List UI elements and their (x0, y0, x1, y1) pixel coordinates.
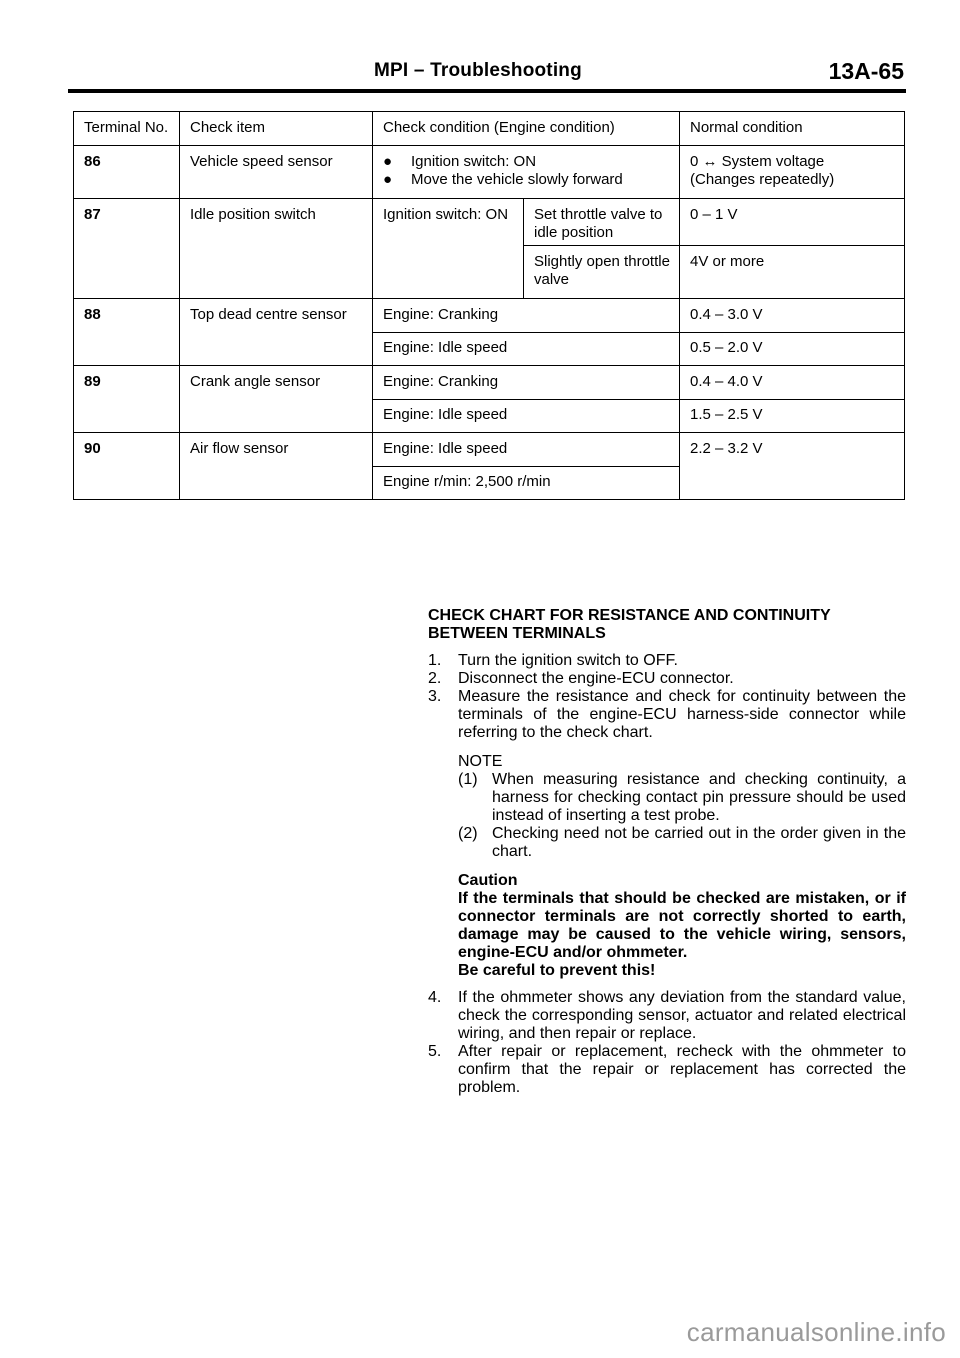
terminal-number: 89 (74, 366, 180, 433)
header-divider (68, 89, 906, 93)
table-row (74, 433, 905, 467)
check-item: Top dead centre sensor (180, 299, 373, 366)
step-text: Disconnect the engine-ECU connector. (458, 670, 734, 687)
list-item (458, 771, 906, 825)
normal-value: 0.5 – 2.0 V (680, 333, 905, 366)
condition-text: Ignition switch: ON (411, 153, 537, 170)
list-item (383, 171, 671, 189)
step-text: After repair or replacement, recheck with the ohmmeter to confirm that the repair or replacement has corrected the problem. (458, 1043, 906, 1096)
caution-text: If the terminals that should be checked are mistaken, or if connector terminals are not correctly shorted to earth, damage may be caused to the vehicle wiring, sensors, engine-ECU and/or ohmmeter. (458, 890, 906, 961)
terminal-number: 88 (74, 299, 180, 366)
check-item: Crank angle sensor (180, 366, 373, 433)
step-number: 5. (428, 1043, 442, 1060)
site-watermark: carmanualsonline.info (686, 1317, 946, 1347)
normal-value: 0.4 – 3.0 V (680, 299, 905, 333)
note-title: NOTE (458, 753, 503, 770)
normal-value: 0 – 1 V (680, 199, 905, 246)
step-number: 4. (428, 989, 442, 1006)
bullet-dot-icon: ● (383, 171, 393, 188)
check-item: Air flow sensor (180, 433, 373, 500)
caution-final: Be careful to prevent this! (458, 962, 656, 979)
normal-value: 1.5 – 2.5 V (680, 400, 905, 433)
check-condition (373, 146, 680, 199)
terminal-number: 87 (74, 199, 180, 299)
list-item (428, 670, 906, 688)
step-number: 3. (428, 688, 442, 705)
normal-value: 4V or more (680, 246, 905, 299)
check-condition: Engine: Cranking (373, 299, 680, 333)
check-condition: Engine r/min: 2,500 r/min (373, 467, 680, 500)
caution-block (458, 872, 906, 980)
normal-value: 0 ↔ System voltage (690, 153, 825, 170)
note-number: (2) (458, 825, 478, 842)
normal-value: 2.2 – 3.2 V (680, 433, 905, 500)
section-heading: CHECK CHART FOR RESISTANCE AND CONTINUITY BETWEEN TERMINALS (428, 607, 831, 642)
check-condition: Ignition switch: ON (373, 199, 524, 299)
step-text: Turn the ignition switch to OFF. (458, 652, 678, 669)
check-condition: Engine: Idle speed (373, 400, 680, 433)
column-header: Check condition (Engine condition) (373, 112, 680, 146)
check-condition: Engine: Idle speed (373, 433, 680, 467)
column-header: Normal condition (680, 112, 905, 146)
list-item (428, 1043, 906, 1097)
sub-condition: Slightly open throttle valve (524, 246, 680, 299)
terminal-check-table (73, 111, 905, 500)
condition-text: Move the vehicle slowly forward (411, 171, 623, 188)
list-item (458, 825, 906, 861)
list-item (383, 153, 671, 171)
bullet-dot-icon: ● (383, 153, 393, 170)
normal-value: 0.4 – 4.0 V (680, 366, 905, 400)
step-number: 1. (428, 652, 442, 669)
table-row (74, 199, 905, 246)
check-item: Vehicle speed sensor (180, 146, 373, 199)
check-condition: Engine: Idle speed (373, 333, 680, 366)
note-text: When measuring resistance and checking continuity, a harness for checking contact pin pressure should be used instead of inserting a test probe. (492, 771, 906, 824)
resistance-continuity-section (428, 607, 906, 1097)
column-header: Terminal No. (74, 112, 180, 146)
table-row (74, 366, 905, 400)
step-text: Measure the resistance and check for continuity between the terminals of the engine-ECU harness-side connector while referring to the check chart. (458, 688, 906, 741)
list-item (428, 688, 906, 742)
normal-condition (680, 146, 905, 199)
caution-title: Caution (458, 872, 518, 889)
note-number: (1) (458, 771, 478, 788)
list-item (428, 652, 906, 670)
table-header-row (74, 112, 905, 146)
page-number: 13A-65 (828, 58, 904, 84)
table-row (74, 146, 905, 199)
page-title: MPI – Troubleshooting (374, 60, 582, 81)
list-item (428, 989, 906, 1043)
step-text: If the ohmmeter shows any deviation from the standard value, check the corresponding sensor, actuator and related electrical wiring, and then repair or replace. (458, 989, 906, 1042)
note-text: Checking need not be carried out in the order given in the chart. (492, 825, 906, 860)
check-condition: Engine: Cranking (373, 366, 680, 400)
sub-condition: Set throttle valve to idle position (524, 199, 680, 246)
column-header: Check item (180, 112, 373, 146)
normal-note: (Changes repeatedly) (690, 171, 835, 188)
terminal-number: 90 (74, 433, 180, 500)
terminal-number: 86 (74, 146, 180, 199)
note-block (458, 753, 906, 861)
check-item: Idle position switch (180, 199, 373, 299)
step-number: 2. (428, 670, 442, 687)
table-row (74, 299, 905, 333)
